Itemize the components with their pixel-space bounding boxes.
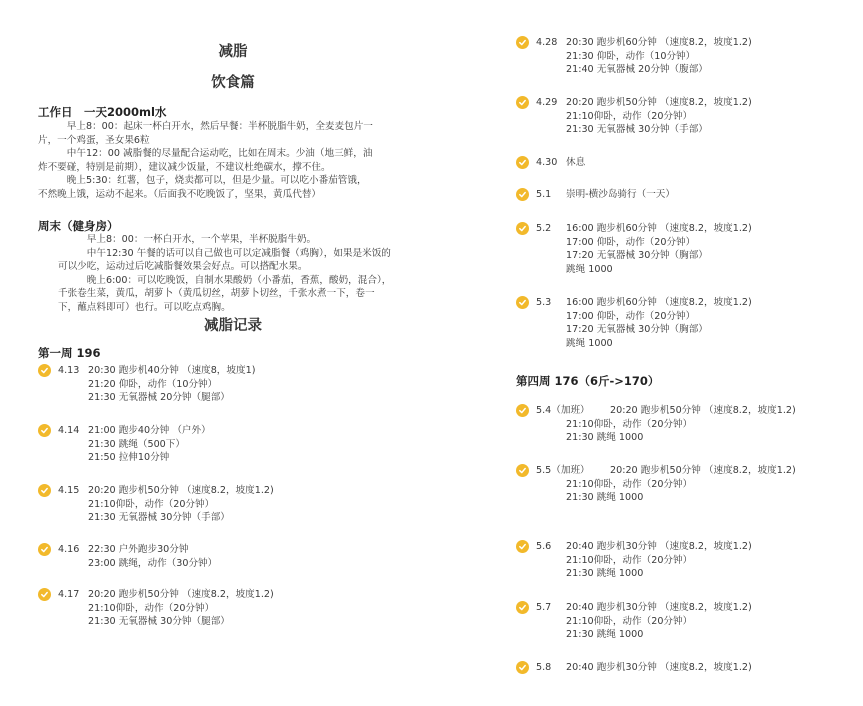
entry-line: 20:20 跑步机50分钟 （速度8.2，坡度1.2) [566, 97, 752, 108]
week4-heading: 第四周 176（6斤->170） [516, 374, 660, 388]
entry-line: 21:30 无氧器械 30分钟（手部） [566, 124, 708, 136]
entry-line: 20:30 跑步机40分钟 （速度8，坡度1) [88, 365, 256, 376]
entry-date: 4.30 [536, 157, 558, 168]
entry-line: 21:30 跳绳（500下） [88, 438, 185, 450]
entry-date: 5.7 [536, 602, 552, 613]
entry-line: 17:00 仰卧，动作（20分钟） [566, 236, 696, 248]
checkmark-icon[interactable] [516, 188, 529, 201]
entry-line: 22:30 户外跑步30分钟 [88, 544, 189, 555]
entry-lines [88, 424, 211, 465]
entry-date: 4.17 [58, 589, 80, 600]
workday-paragraph [38, 120, 373, 202]
weekend-paragraph [58, 233, 391, 315]
entry-line: 17:20 无氧器械 30分钟（胸部） [566, 324, 708, 336]
workday-line: 不然晚上饿，运动不起来。（后面我不吃晚饭了，坚果，黄瓜代替） [38, 188, 322, 200]
entry-line: 20:40 跑步机30分钟 （速度8.2，坡度1.2) [566, 662, 752, 673]
entry-line: 17:00 仰卧，动作（20分钟） [566, 310, 696, 322]
weekend-line: 中午12:30 午餐的话可以自己做也可以定减脂餐（鸡胸），如果是米饭的 [58, 247, 391, 259]
entry-line: 20:40 跑步机30分钟 （速度8.2，坡度1.2) [566, 602, 752, 613]
workday-line: 晚上5:30：红薯，包子，烧卖都可以，但是少量。可以吃小番茄管饿， [38, 175, 367, 187]
week1-heading: 第一周 196 [38, 346, 101, 360]
workday-line: 早上8：00：起床一杯白开水，然后早餐：半杯脱脂牛奶，全麦麦包片一 [38, 121, 373, 132]
entry-date: 5.8 [536, 662, 552, 673]
checkmark-icon[interactable] [516, 296, 529, 309]
checkmark-icon[interactable] [38, 543, 51, 556]
entry-line: 21:30 仰卧，动作（10分钟） [566, 50, 696, 62]
checkmark-icon[interactable] [516, 36, 529, 49]
entry-lines [566, 540, 752, 581]
entry-line: 21:40 无氧器械 20分钟（腹部） [566, 64, 708, 76]
doc-title: 减脂 [218, 44, 248, 60]
entry-line: 崇明-横沙岛骑行（一天） [566, 189, 675, 200]
workday-line: 中午12：00 减脂餐的尽量配合运动吃，比如在周末。少油（地三鲜，油 [38, 148, 373, 160]
entry-lines [566, 601, 752, 642]
entry-date: 5.3 [536, 297, 552, 308]
entry-line: 16:00 跑步机60分钟 （速度8.2，坡度1.2) [566, 223, 752, 234]
entry-lines [566, 36, 752, 77]
checkmark-icon[interactable] [516, 156, 529, 169]
entry-lines [566, 96, 752, 137]
weekend-line: 晚上6:00：可以吃晚饭，自制水果酸奶（小番茄，香蕉，酸奶，混合）， [58, 274, 392, 286]
entry-date: 5.6 [536, 541, 552, 552]
entry-line: 休息 [566, 157, 586, 168]
weekend-line: 下，蘸点料即可）也行。可以吃点鸡胸。 [58, 301, 231, 313]
checkmark-icon[interactable] [38, 424, 51, 437]
workday-line: 片，一个鸡蛋，圣女果6粒 [38, 134, 150, 146]
checkmark-icon[interactable] [516, 540, 529, 553]
entry-line: 21:30 无氧器械 30分钟（腿部） [88, 616, 230, 628]
entry-line: 20:40 跑步机30分钟 （速度8.2，坡度1.2) [566, 541, 752, 552]
entry-date: 4.28 [536, 37, 558, 48]
entry-line: 21:20 仰卧，动作（10分钟） [88, 378, 218, 390]
diet-section-title: 饮食篇 [211, 75, 255, 91]
workday-heading: 工作日 一天2000ml水 [38, 105, 167, 119]
entry-lines [566, 296, 752, 350]
checkmark-icon[interactable] [38, 484, 51, 497]
entry-line: 23:00 跳绳，动作（30分钟） [88, 557, 218, 569]
entry-line: 21:30 跳绳 1000 [566, 492, 644, 504]
entry-line: 21:10仰卧，动作（20分钟） [566, 110, 693, 122]
entry-lines [88, 543, 217, 570]
weekend-line: 千张卷生菜，黄瓜，胡萝卜（黄瓜切丝，胡萝卜切丝，千张水煮一下，卷一 [58, 288, 375, 300]
entry-line: 21:30 无氧器械 20分钟（腿部） [88, 392, 230, 404]
entry-date: 5.1 [536, 189, 552, 200]
entry-date: 4.14 [58, 425, 80, 436]
entry-line: 21:10仰卧，动作（20分钟） [566, 418, 693, 430]
entry-date: 4.15 [58, 485, 80, 496]
entry-line: 21:30 跳绳 1000 [566, 629, 644, 641]
checkmark-icon[interactable] [38, 588, 51, 601]
workday-line: 炸不要碰，特别是前期），建议减少饭量，不建议杜绝碳水，撑不住。 [38, 161, 331, 173]
entry-date: 5.4（加班） [536, 405, 590, 416]
entry-line: 20:20 跑步机50分钟 （速度8.2，坡度1.2) [88, 485, 274, 496]
record-title: 减脂记录 [204, 318, 262, 334]
entry-line: 21:30 无氧器械 30分钟（手部） [88, 512, 230, 524]
weekend-line: 可以少吃，运动过后吃减脂餐效果会好点。可以搭配水果。 [58, 261, 308, 273]
entry-line: 21:10仰卧，动作（20分钟） [566, 478, 693, 490]
entry-lines [88, 588, 274, 629]
entry-lines [566, 661, 752, 675]
entry-date: 4.13 [58, 365, 80, 376]
entry-lines [566, 464, 796, 505]
entry-lines [566, 188, 675, 202]
entry-line: 跳绳 1000 [566, 337, 613, 349]
entry-date: 4.29 [536, 97, 558, 108]
checkmark-icon[interactable] [38, 364, 51, 377]
checkmark-icon[interactable] [516, 404, 529, 417]
checkmark-icon[interactable] [516, 661, 529, 674]
entry-line: 21:30 跳绳 1000 [566, 432, 644, 444]
entry-lines [566, 222, 752, 276]
entry-date: 4.16 [58, 544, 80, 555]
entry-date: 5.2 [536, 223, 552, 234]
entry-line: 21:10仰卧，动作（20分钟） [88, 498, 215, 510]
entry-line: 17:20 无氧器械 30分钟（胸部） [566, 250, 708, 262]
weekend-heading: 周末（健身房） [38, 219, 119, 233]
checkmark-icon[interactable] [516, 464, 529, 477]
entry-line: 跳绳 1000 [566, 263, 613, 275]
entry-lines [88, 484, 274, 525]
entry-line: 20:20 跑步机50分钟 （速度8.2，坡度1.2) [610, 405, 796, 416]
entry-line: 20:30 跑步机60分钟 （速度8.2，坡度1.2) [566, 37, 752, 48]
checkmark-icon[interactable] [516, 601, 529, 614]
entry-line: 20:20 跑步机50分钟 （速度8.2，坡度1.2) [610, 465, 796, 476]
entry-line: 21:10仰卧，动作（20分钟） [88, 602, 215, 614]
entry-line: 16:00 跑步机60分钟 （速度8.2，坡度1.2) [566, 297, 752, 308]
entry-line: 21:50 拉伸10分钟 [88, 452, 170, 464]
entry-line: 21:00 跑步40分钟 （户外） [88, 425, 211, 436]
checkmark-icon[interactable] [516, 222, 529, 235]
entry-lines [566, 156, 585, 170]
entry-line: 20:20 跑步机50分钟 （速度8.2，坡度1.2) [88, 589, 274, 600]
entry-lines [566, 404, 796, 445]
entry-line: 21:30 跳绳 1000 [566, 568, 644, 580]
checkmark-icon[interactable] [516, 96, 529, 109]
entry-line: 21:10仰卧，动作（20分钟） [566, 554, 693, 566]
entry-line: 21:10仰卧，动作（20分钟） [566, 615, 693, 627]
entry-lines [88, 364, 255, 405]
entry-date: 5.5（加班） [536, 465, 590, 476]
weekend-line: 早上8：00：一杯白开水，一个苹果，半杯脱脂牛奶。 [58, 234, 317, 245]
